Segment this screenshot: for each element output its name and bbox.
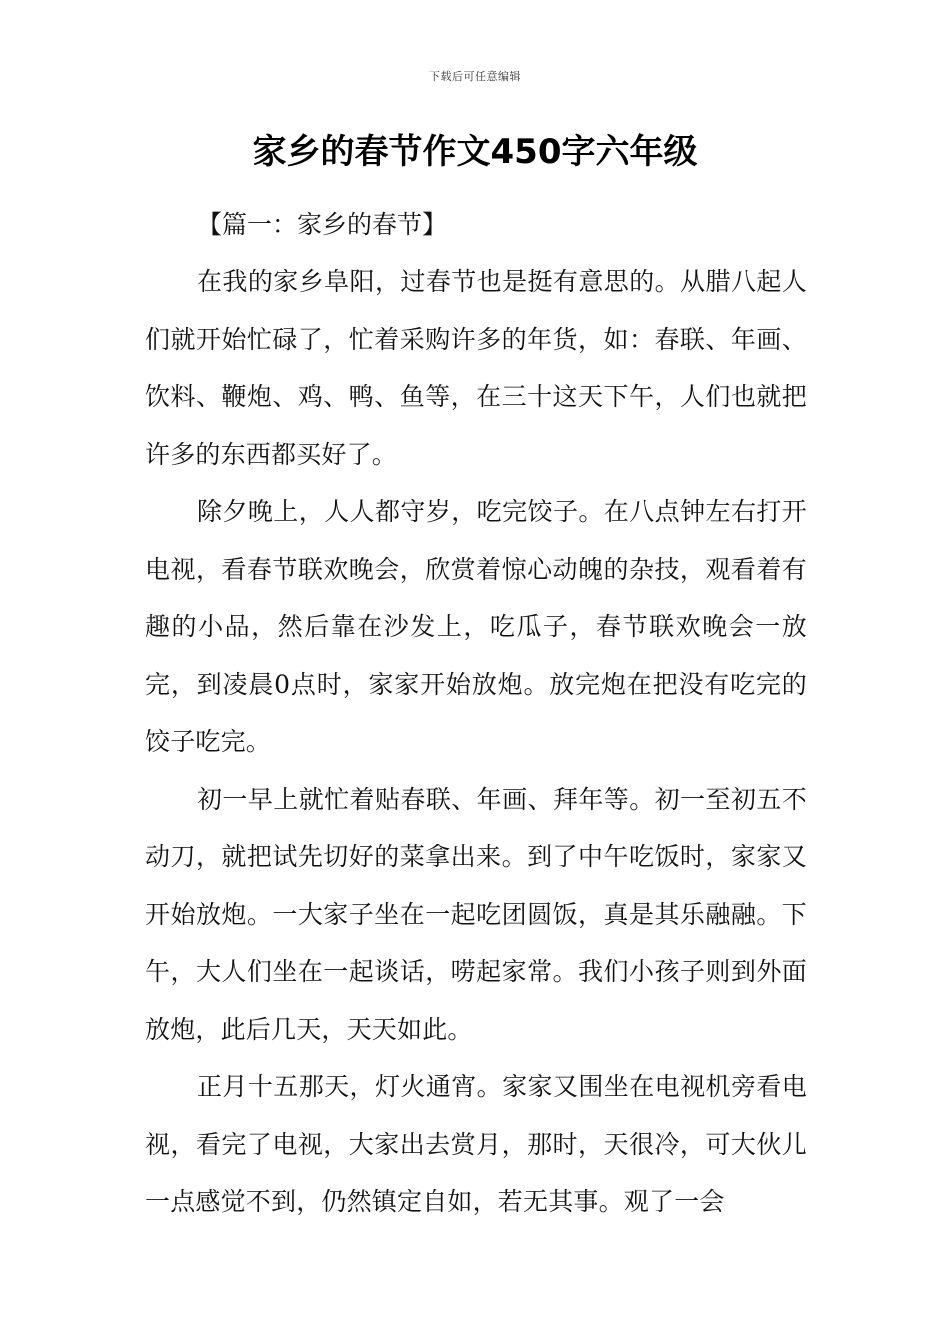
paragraph-2: 除夕晚上，人人都守岁，吃完饺子。在八点钟左右打开电视，看春节联欢晚会，欣赏着惊心动魄的杂技，观看着有趣的小品，然后靠在沙发上，吃瓜子，春节联欢晚会一放完，到凌晨0点时，家家开始放炮。放完炮在把没有吃完的饺子吃完。: [145, 497, 807, 756]
paragraph-3: 初一早上就忙着贴春联、年画、拜年等。初一至初五不动刀，就把试先切好的菜拿出来。到了中午吃饭时，家家又开始放炮。一大家子坐在一起吃团圆饭，真是其乐融融。下午，大人们坐在一起谈话，唠起家常。我们小孩子则到外面放炮，此后几天，天天如此。: [145, 784, 807, 1044]
paragraph-4: 正月十五那天，灯火通宵。家家又围坐在电视机旁看电视，看完了电视，大家出去赏月，那时，天很冷，可大伙儿一点感觉不到，仍然镇定自如，若无其事。观了一会: [145, 1072, 807, 1216]
section-heading: 【篇一：家乡的春节】: [197, 210, 448, 239]
document-body: [145, 196, 807, 1231]
document-title: 家乡的春节作文450字六年级: [252, 132, 698, 172]
page-header-note: 下载后可任意编辑: [429, 70, 521, 83]
paragraph-1: 在我的家乡阜阳，过春节也是挺有意思的。从腊八起人们就开始忙碌了，忙着采购许多的年货，如：春联、年画、饮料、鞭炮、鸡、鸭、鱼等，在三十这天下午，人们也就把许多的东西都买好了。: [145, 267, 807, 469]
